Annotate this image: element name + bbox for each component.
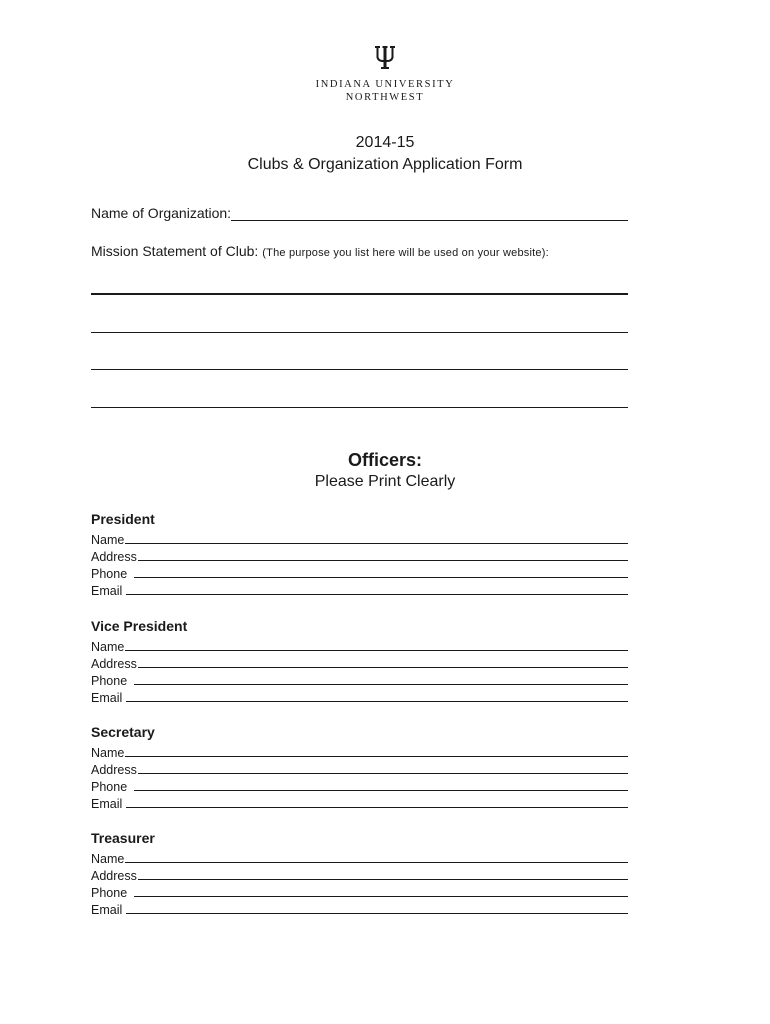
phone-label: Phone xyxy=(91,886,128,900)
address-label: Address xyxy=(91,550,137,564)
mission-note: (The purpose you list here will be used on your website): xyxy=(262,247,549,259)
vice-president-address-line[interactable] xyxy=(138,667,628,668)
phone-label: Phone xyxy=(91,780,128,794)
president-section xyxy=(91,510,628,598)
president-address-line[interactable] xyxy=(138,560,628,561)
address-label: Address xyxy=(91,657,137,671)
president-address-field[interactable] xyxy=(91,547,628,564)
name-label: Name xyxy=(91,533,125,547)
university-line-1: INDIANA UNIVERSITY xyxy=(315,79,455,90)
mission-line-3[interactable] xyxy=(91,369,628,370)
treasurer-address-line[interactable] xyxy=(138,879,628,880)
secretary-phone-line[interactable] xyxy=(134,790,628,791)
vice-president-name-line[interactable] xyxy=(125,650,628,651)
mission-line-2[interactable] xyxy=(91,332,628,333)
form-year: 2014-15 xyxy=(355,134,415,151)
print-instruction: Please Print Clearly xyxy=(314,473,456,490)
secretary-heading: Secretary xyxy=(91,724,155,740)
vice-president-phone-line[interactable] xyxy=(134,684,628,685)
address-label: Address xyxy=(91,763,137,777)
secretary-address-field[interactable] xyxy=(91,760,628,777)
vice-president-name-field[interactable] xyxy=(91,637,628,654)
secretary-email-line[interactable] xyxy=(126,807,628,808)
president-name-field[interactable] xyxy=(91,530,628,547)
president-heading: President xyxy=(91,511,155,527)
org-name-field[interactable] xyxy=(231,206,628,221)
secretary-name-line[interactable] xyxy=(125,756,628,757)
email-label: Email xyxy=(91,797,123,811)
secretary-address-line[interactable] xyxy=(138,773,628,774)
president-email-line[interactable] xyxy=(126,594,628,595)
president-email-field[interactable] xyxy=(91,581,628,598)
president-phone-line[interactable] xyxy=(134,577,628,578)
treasurer-email-field[interactable] xyxy=(91,900,628,917)
treasurer-phone-line[interactable] xyxy=(134,896,628,897)
secretary-name-field[interactable] xyxy=(91,743,628,760)
vice-president-address-field[interactable] xyxy=(91,654,628,671)
secretary-email-field[interactable] xyxy=(91,794,628,811)
treasurer-section xyxy=(91,829,628,917)
university-name xyxy=(0,78,770,104)
address-label: Address xyxy=(91,869,137,883)
treasurer-address-field[interactable] xyxy=(91,866,628,883)
president-name-line[interactable] xyxy=(125,543,628,544)
org-name-label: Name of Organization: xyxy=(91,205,232,221)
secretary-phone-field[interactable] xyxy=(91,777,628,794)
university-line-2: NORTHWEST xyxy=(345,92,425,103)
iu-trident-icon xyxy=(374,46,396,70)
treasurer-name-field[interactable] xyxy=(91,849,628,866)
vice-president-section xyxy=(91,617,628,705)
university-logo xyxy=(0,46,770,104)
phone-label: Phone xyxy=(91,567,128,581)
email-label: Email xyxy=(91,584,123,598)
name-label: Name xyxy=(91,746,125,760)
vice-president-email-line[interactable] xyxy=(126,701,628,702)
president-phone-field[interactable] xyxy=(91,564,628,581)
vice-president-email-field[interactable] xyxy=(91,688,628,705)
org-name-row xyxy=(91,205,628,221)
email-label: Email xyxy=(91,691,123,705)
treasurer-email-line[interactable] xyxy=(126,913,628,914)
name-label: Name xyxy=(91,852,125,866)
secretary-section xyxy=(91,723,628,811)
mission-line-1[interactable] xyxy=(91,293,628,295)
treasurer-heading: Treasurer xyxy=(91,830,155,846)
treasurer-phone-field[interactable] xyxy=(91,883,628,900)
name-label: Name xyxy=(91,640,125,654)
vice-president-phone-field[interactable] xyxy=(91,671,628,688)
mission-row xyxy=(91,243,628,259)
phone-label: Phone xyxy=(91,674,128,688)
officers-heading: Officers: xyxy=(347,450,423,470)
form-title: Clubs & Organization Application Form xyxy=(247,156,523,173)
treasurer-name-line[interactable] xyxy=(125,862,628,863)
mission-line-4[interactable] xyxy=(91,407,628,408)
vice-president-heading: Vice President xyxy=(91,618,188,634)
mission-label: Mission Statement of Club: xyxy=(91,243,259,259)
email-label: Email xyxy=(91,903,123,917)
